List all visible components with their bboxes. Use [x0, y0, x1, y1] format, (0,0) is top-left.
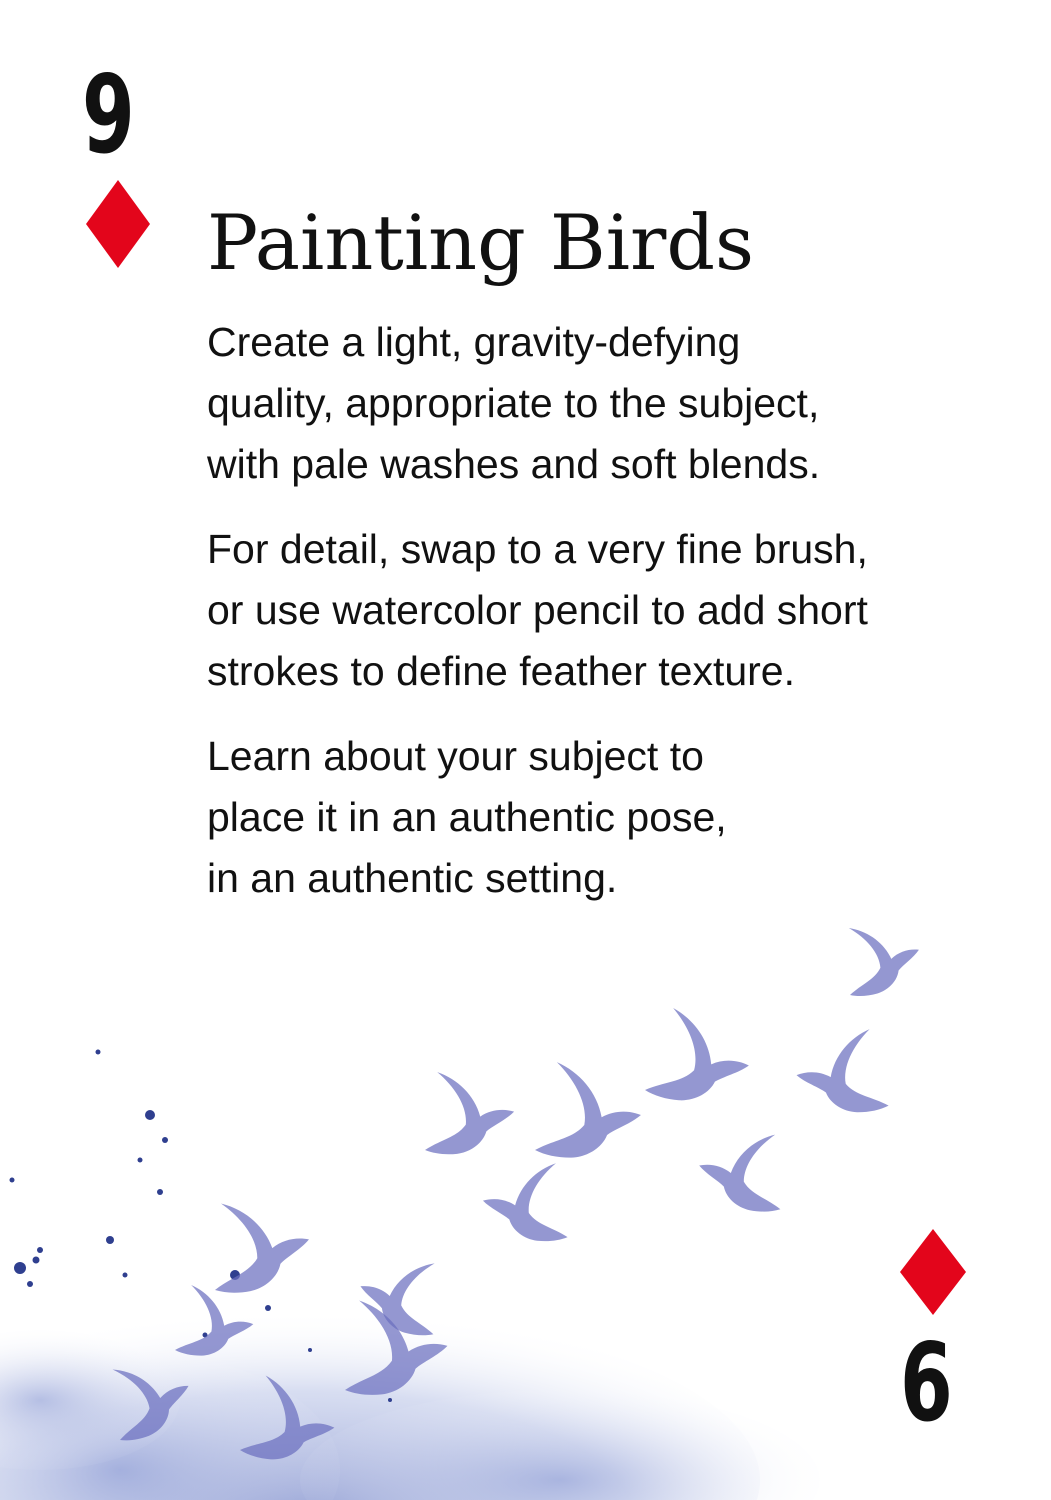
diamond-suit-icon-top	[86, 180, 150, 268]
watercolor-birds-illustration	[0, 880, 1051, 1500]
paragraph-3: Learn about your subject to place it in an authentic pose, in an authentic setting.	[207, 733, 727, 901]
paragraph-2: For detail, swap to a very fine brush, or use watercolor pencil to add short strokes to define feather texture.	[207, 526, 868, 694]
card-title: Painting Birds	[207, 198, 755, 287]
paragraph-1: Create a light, gravity-defying quality, appropriate to the subject, with pale washes and soft blends.	[207, 319, 821, 487]
rank-bottom: 6	[900, 1321, 953, 1446]
diamond-suit-icon-bottom	[900, 1229, 966, 1315]
rank-top: 9	[82, 53, 135, 178]
card-body	[207, 312, 967, 933]
